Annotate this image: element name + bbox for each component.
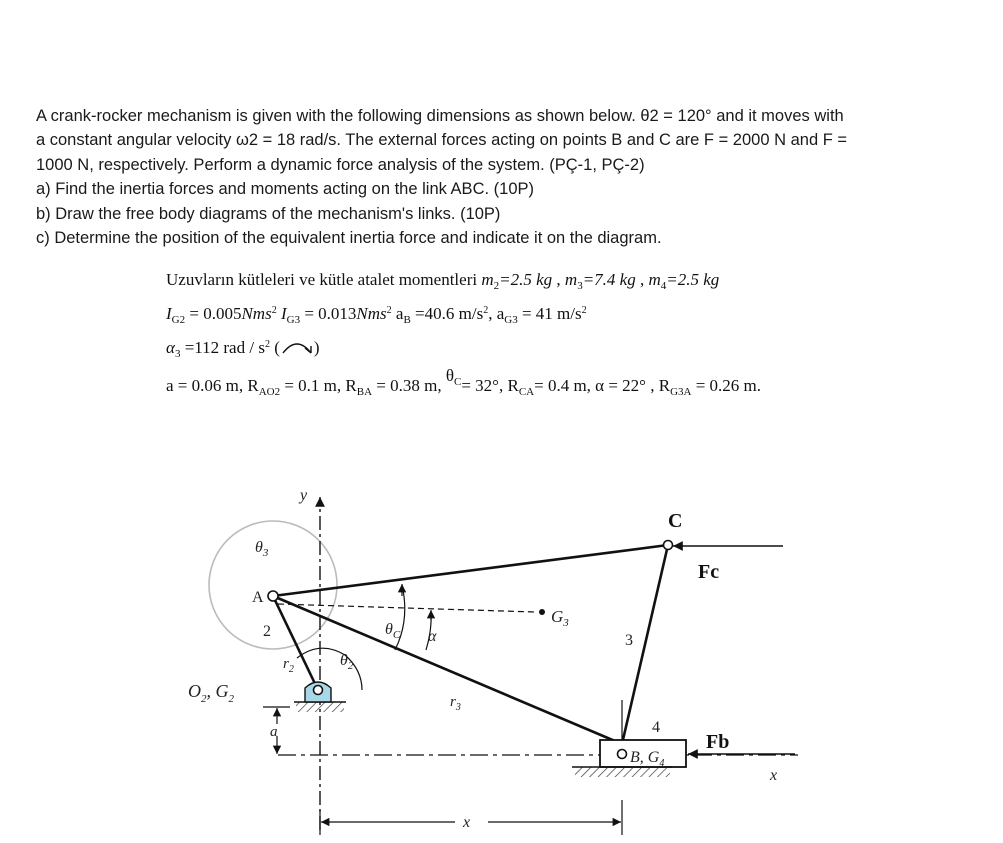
masses-label: Uzuvların kütleleri ve kütle atalet momentleri	[166, 270, 478, 289]
given-inertia-row	[166, 304, 587, 326]
question-c: c) Determine the position of the equivalent inertia force and indicate it on the diagram.	[36, 229, 662, 248]
alpha3-value: =112 rad / s	[180, 338, 265, 357]
square-sup: 2	[264, 339, 270, 350]
m4-value: =2.5 kg	[666, 270, 720, 289]
m3-value: =7.4 kg	[582, 270, 636, 289]
mechanism-diagram	[0, 470, 1003, 843]
square-sup: 2	[386, 305, 392, 316]
separator: ,	[552, 270, 565, 289]
alpha3-sub: 3	[174, 348, 181, 360]
m2-sub: 2	[493, 280, 500, 292]
thetaC-sub: C	[454, 376, 462, 388]
IG3-symbol: I	[280, 304, 287, 323]
problem-line-1: A crank-rocker mechanism is given with the following dimensions as shown below. θ2 = 120° and it moves with	[36, 107, 844, 125]
joint-O2	[314, 686, 323, 695]
m2-symbol: m	[481, 270, 494, 289]
RCA-value: = 0.4 m, α = 22° , R	[534, 376, 671, 395]
separator: ,	[635, 270, 649, 289]
question-a: a) Find the inertia forces and moments acting on the link ABC. (10P)	[36, 180, 534, 199]
thetaC-value: = 32°, R	[461, 376, 519, 395]
RAO2-sub: AO2	[258, 386, 281, 398]
alpha3-close-paren: )	[313, 338, 320, 357]
problem-statement	[36, 104, 991, 250]
given-masses-row	[166, 270, 719, 292]
IG3-unit: Nms	[356, 304, 387, 323]
G3-label: $G_3$	[551, 607, 569, 629]
link-4-number: 4	[652, 719, 660, 736]
m3-symbol: m	[564, 270, 578, 289]
joint-A-label: A	[252, 589, 264, 606]
joint-C-label: C	[668, 510, 683, 532]
square-sup: 2	[483, 305, 489, 316]
RBA-value: = 0.38 m,	[372, 376, 442, 395]
given-dimensions-row	[166, 366, 762, 398]
O2-ground-base	[296, 702, 344, 712]
r2-label: $r_2$	[283, 656, 294, 675]
theta3-label: $\theta_3$	[255, 539, 269, 559]
problem-line-2: a constant angular velocity ω2 = 18 rad/s. The external forces acting on points B and C are F = 2000 N and F =	[36, 131, 848, 150]
aB-sub: B	[403, 314, 411, 326]
Fb-label: Fb	[706, 731, 730, 753]
square-sup: 2	[271, 305, 277, 316]
O2-G2-label: $O_2$, $G_2$	[188, 681, 234, 705]
a-dimension-label: a	[270, 724, 278, 740]
aB-tail: ,	[488, 304, 493, 323]
problem-line-3: 1000 N, respectively. Perform a dynamic force analysis of the system. (PÇ-1, PÇ-2)	[36, 155, 645, 174]
aB-symbol: a	[395, 304, 404, 323]
alpha-label: α	[428, 628, 437, 645]
m3-sub: 3	[577, 280, 583, 292]
G3-point	[539, 609, 545, 615]
B-G4-label: B, $G_4$	[630, 749, 665, 769]
Fc-label: Fc	[698, 561, 720, 583]
question-b: b) Draw the free body diagrams of the mechanism's links. (10P)	[36, 204, 501, 223]
RG3A-sub: G3A	[670, 386, 692, 398]
IG2-unit: Nms	[241, 304, 272, 323]
x-dim-label: x	[463, 814, 471, 831]
RCA-sub: CA	[518, 386, 535, 398]
RAO2-value: = 0.1 m, R	[280, 376, 357, 395]
slider-ground	[575, 767, 670, 777]
IG2-value: = 0.005	[185, 304, 242, 323]
RG3A-value: = 0.26 m.	[691, 376, 762, 395]
link-2-crank	[273, 596, 318, 690]
m4-symbol: m	[648, 270, 661, 289]
x-axis-label: x	[770, 767, 778, 784]
alpha3-symbol: α	[166, 338, 175, 357]
thetaC-label: $\theta_C$	[385, 621, 401, 641]
aG3-symbol: a	[496, 304, 505, 323]
a-dim: a = 0.06 m, R	[166, 376, 259, 395]
alpha3-paren: (	[269, 338, 280, 357]
IG2-sub: G2	[171, 314, 186, 326]
reference-line-A-G3	[278, 604, 535, 612]
r3-label: $r_3$	[450, 694, 461, 713]
m4-sub: 4	[660, 280, 667, 292]
link-3-edge-AC	[273, 545, 668, 596]
link-3-edge-AB	[273, 596, 622, 744]
theta2-label: $\theta_2$	[340, 652, 354, 672]
m2-value: =2.5 kg	[499, 270, 553, 289]
link-3-number: 3	[625, 632, 633, 649]
aG3-sub: G3	[504, 314, 518, 326]
RBA-sub: BA	[356, 386, 373, 398]
joint-C	[664, 541, 673, 550]
aG3-value: = 41 m/s	[517, 304, 582, 323]
IG3-sub: G3	[286, 314, 301, 326]
joint-A	[268, 591, 278, 601]
IG3-value: = 0.013	[300, 304, 357, 323]
given-alpha-row	[166, 338, 320, 360]
thetaC-symbol: θ	[445, 366, 454, 385]
link-2-number: 2	[263, 623, 271, 640]
square-sup: 2	[581, 305, 587, 316]
clockwise-arc-icon	[280, 339, 314, 355]
aB-value: =40.6 m/s	[410, 304, 484, 323]
IG2-symbol: I	[166, 304, 172, 323]
crank-path-circle	[209, 521, 337, 649]
y-axis-label: y	[300, 487, 308, 504]
joint-B	[618, 750, 627, 759]
